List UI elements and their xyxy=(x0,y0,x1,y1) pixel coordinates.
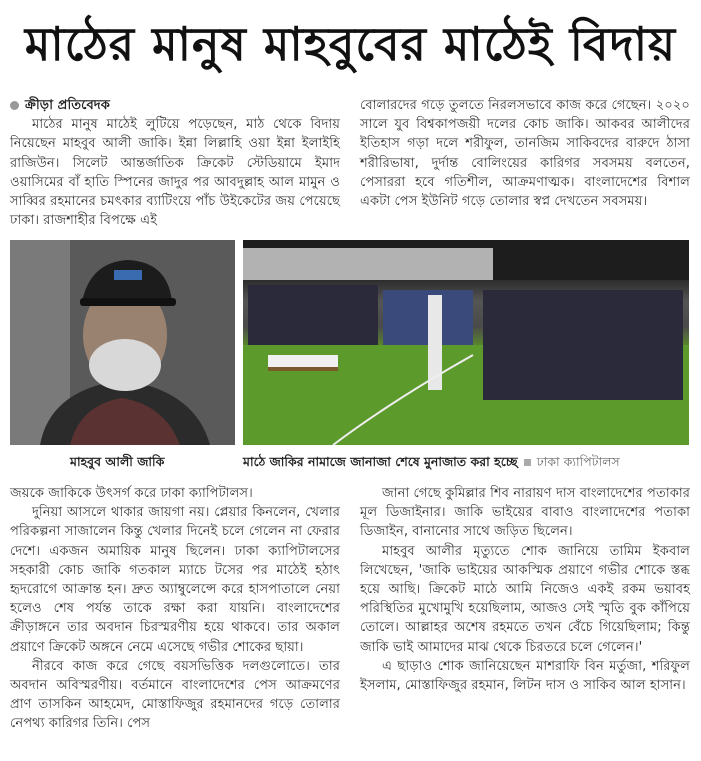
paragraph: দুনিয়া আসলে থাকার জায়গা নয়। প্লেয়ার কিনলেন, খেলার পরিকল্পনা সাজালেন কিন্তু খেলার দিনেই চলে গেলেন না ফেরার দেশে। একজন অমায়িক মানুষ ছিলেন। ঢাকা ক্যাপিটালসের সহকারী কোচ জাকি গতকাল ম্যাচে টসের পর মাঠেই হঠাৎ হৃদরোগে আক্রান্ত হন। দ্রুত অ্যাম্বুলেন্সে করে হাসপাতালে নেয়া হলেও শেষ পর্যন্ত তাকে রক্ষা করা যায়নি। বাংলাদেশের ক্রীড়াঙ্গনে তার অবদান চিরস্মরণীয় হয়ে থাকবে। তার অকাল প্রয়াণে ক্রিকেট অঙ্গনে নেমে এসেছে গভীর শোকের ছায়া। xyxy=(10,505,340,655)
headline: মাঠের মানুষ মাহবুবের মাঠেই বিদায় xyxy=(24,17,677,71)
byline-text: ক্রীড়া প্রতিবেদক xyxy=(25,98,110,113)
paragraph: এ ছাড়াও শোক জানিয়েছেন মাশরাফি বিন মর্তুজা, শরিফুল ইসলাম, মোস্তাফিজুর রহমান, লিটন দাস ও সাকিব আল হাসান। xyxy=(360,658,690,694)
photo-credit: ঢাকা ক্যাপিটালস xyxy=(536,454,620,469)
paragraph: মাঠের মানুষ মাঠেই লুটিয়ে পড়েছেন, মাঠ থেকে বিদায় নিয়েছেন মাহবুব আলী জাকি। ইন্না লিল্লাহি ওয়া ইন্না ইলাইহি রাজিউন। সিলেট আন্তর্জাতিক ক্রিকেট স্টেডিয়ামে ইমাদ ওয়াসিমের বাঁ হাতি স্পিনের জাদুর পর আবদুল্লাহ আল মামুন ও সাব্বির রহমানের চমৎকার ব্যাটিংয়ে পাঁচ উইকেটের জয় পেয়েছে ঢাকা। রাজশাহীর বিপক্ষে এই xyxy=(10,117,340,229)
article-column-bottom-left xyxy=(10,484,340,734)
paragraph: জয়কে জাকিকে উৎসর্গ করে ঢাকা ক্যাপিটালস। xyxy=(10,486,253,501)
funeral-prayer-photo xyxy=(243,240,689,445)
paragraph: মাহবুব আলীর মৃত্যুতে শোক জানিয়ে তামিম ইকবাল লিখেছেন, 'জাকি ভাইয়ের আকস্মিক প্রয়াণে গভীর শোকে স্তব্ধ হয়ে আছি। ক্রিকেট মাঠে আমি নিজেও একই রকম ভয়াবহ পরিস্থিতির মুখোমুখি হয়েছিলাম, আজও সেই স্মৃতি বুক কাঁপিয়ে তোলে। আল্লাহর অশেষ রহমতে তখন বেঁচে গিয়েছিলাম; কিন্তু জাকি ভাই আমাদের মাঝ থেকে চিরতরে চলে গেলেন।' xyxy=(360,543,690,655)
portrait-photo xyxy=(10,240,235,445)
byline xyxy=(10,96,340,115)
caption-text: মাঠে জাকির নামাজে জানাজা শেষে মুনাজাত করা হচ্ছে xyxy=(243,454,518,469)
article-column-bottom-right xyxy=(360,484,690,695)
left-photo-caption: মাহবুব আলী জাকি xyxy=(70,454,165,469)
paragraph: নীরবে কাজ করে গেছে বয়সভিত্তিক দলগুলোতে। তার অবদান অবিস্মরণীয়। বর্তমানে বাংলাদেশের পেস আক্রমণের প্রাণ তাসকিন আহমেদ, মোস্তাফিজুর রহমানদের গড়ে তোলার নেপথ্য কারিগর তিনি। পেস xyxy=(10,658,340,732)
article-column-top-right xyxy=(360,96,690,211)
paragraph: জানা গেছে কুমিল্লার শিব নারায়ণ দাস বাংলাদেশের পতাকার মূল ডিজাইনার। জাকি ভাইয়ের বাবাও বাংলাদেশের পতাকা ডিজাইন, বানানোর সাথে জড়িত ছিলেন। xyxy=(360,486,690,540)
article-column-top-left xyxy=(10,96,340,230)
separator-square-icon xyxy=(524,459,531,466)
paragraph: বোলারদের গড়ে তুলতে নিরলসভাবে কাজ করে গেছেন। ২০২০ সালে যুব বিশ্বকাপজয়ী দলের কোচ জাকি। আকবর আলীদের ইতিহাস গড়া দলে শরীফুল, তানজিম সাকিবদের বারুদে ঠাসা শরীরিভাষা, দুর্দান্ত বোলিংয়ের কারিগর সবসময় বলতেন, পেসাররা হবে গতিশীল, আক্রমণাত্মক। বাংলাদেশের বিশাল একটা পেস ইউনিট গড়ে তোলার স্বপ্ন দেখতেন সবসময়। xyxy=(360,98,690,210)
right-photo-caption xyxy=(243,454,620,474)
bullet-icon xyxy=(10,101,19,110)
portrait-illustration xyxy=(10,240,235,445)
stadium-illustration xyxy=(243,240,689,445)
